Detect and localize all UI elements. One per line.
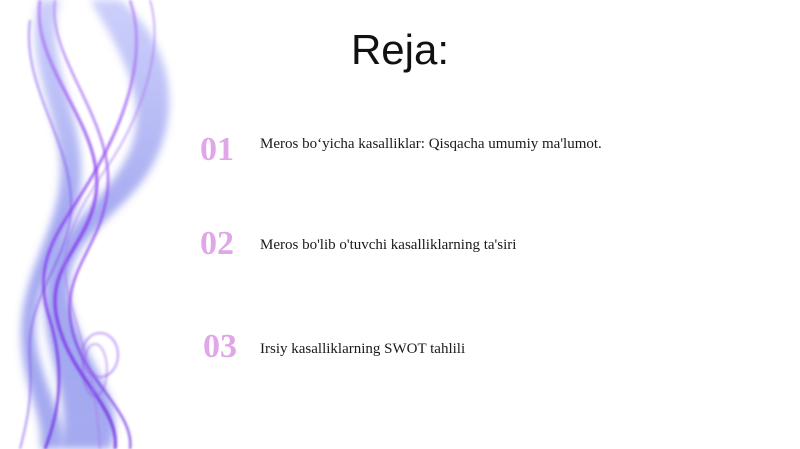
item-number: 01 bbox=[200, 131, 234, 168]
list-item: Meros bo‘yicha kasalliklar: Qisqacha umumiy ma'lumot. bbox=[260, 136, 602, 152]
item-number: 03 bbox=[203, 328, 237, 365]
list-item: Meros bo'lib o'tuvchi kasalliklarning ta'siri bbox=[260, 237, 517, 253]
purple-smoke-decoration bbox=[0, 0, 200, 449]
item-number: 02 bbox=[200, 225, 234, 262]
list-item: Irsiy kasalliklarning SWOT tahlili bbox=[260, 341, 466, 357]
slide-title: Reja: bbox=[350, 26, 450, 73]
